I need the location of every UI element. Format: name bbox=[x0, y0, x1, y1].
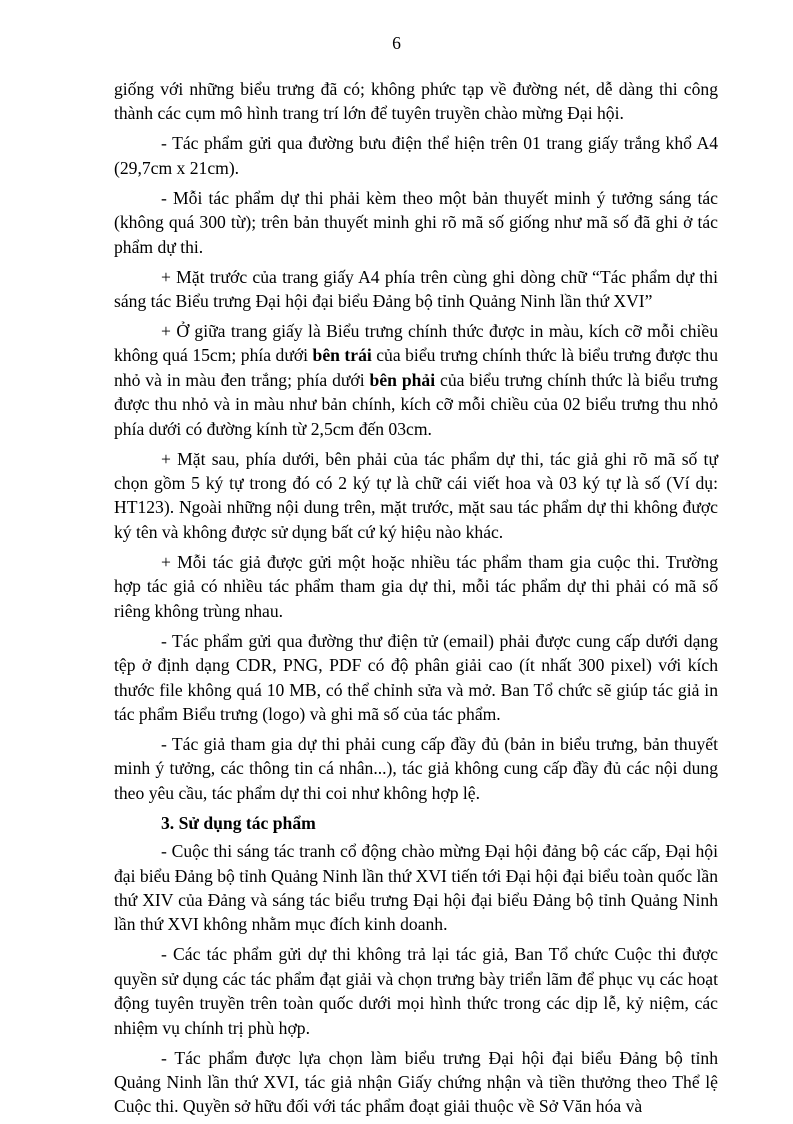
bold-right-text: bên phải bbox=[369, 369, 436, 390]
paragraph-logo-placement bbox=[114, 319, 718, 441]
paragraph-continuation: giống với những biểu trưng đã có; không phức tạp về đường nét, dễ dàng thi công thành các cụm mô hình trang trí lớn để tuyên truyền chào mừng Đại hội. bbox=[114, 79, 718, 124]
page-number: 6 bbox=[392, 33, 401, 53]
text-segment: + Ở giữa trang giấy là Biểu trưng chính thức được in màu, kích cỡ mỗi chiều không quá 15cm; phía dưới bbox=[114, 321, 718, 366]
paragraph-email-submission: - Tác phẩm gửi qua đường thư điện tử (email) phải được cung cấp dưới dạng tệp ở định dạng CDR, PNG, PDF có độ phân giải cao (ít nhất 300 pixel) với kích thước file không quá 10 MB, có thể chỉnh sửa và mở. Ban Tổ chức sẽ giúp tác giả in tác phẩm Biểu trưng (logo) và ghi mã số của tác phẩm. bbox=[114, 630, 718, 724]
paragraph-front-side-header: + Mặt trước của trang giấy A4 phía trên cùng ghi dòng chữ “Tác phẩm dự thi sáng tác Biểu trưng Đại hội đại biểu Đảng bộ tỉnh Quảng Ninh lần thứ XVI” bbox=[114, 266, 718, 312]
section-heading: 3. Sử dụng tác phẩm bbox=[161, 812, 316, 833]
paragraph-completeness: - Tác giả tham gia dự thi phải cung cấp đầy đủ (bản in biểu trưng, bản thuyết minh ý tưởng, các thông tin cá nhân...), tác giả không cung cấp đầy đủ các nội dung theo yêu cầu, tác phẩm dự thi coi như không hợp lệ. bbox=[114, 733, 718, 803]
paragraph-non-commercial: - Cuộc thi sáng tác tranh cổ động chào mừng Đại hội đảng bộ các cấp, Đại hội đại biểu Đảng bộ tỉnh Quảng Ninh lần thứ XVI tiến tới Đại hội đại biểu toàn quốc lần thứ XIV của Đảng và sáng tác biểu trưng Đại hội đại biểu Đảng bộ tỉnh Quảng Ninh lần thứ XVI không nhằm mục đích kinh doanh. bbox=[114, 841, 718, 935]
text-segment: của biểu trưng chính thức là biểu trưng được thu nhỏ và in màu đen trắng; phía dưới bbox=[114, 345, 718, 390]
document-body bbox=[114, 77, 718, 1124]
paragraph-back-side-code: + Mặt sau, phía dưới, bên phải của tác phẩm dự thi, tác giả ghi rõ mã số tự chọn gồm 5 ký tự trong đó có 2 ký tự là chữ cái viết hoa và 03 ký tự là số (Ví dụ: HT123). Ngoài những nội dung trên, mặt trước, mặt sau tác phẩm dự thi không được ký tên và không được sử dụng bất cứ ký hiệu nào khác. bbox=[114, 448, 718, 542]
bold-left-text: bên trái bbox=[312, 345, 372, 366]
paragraph-explanation-requirement: - Mỗi tác phẩm dự thi phải kèm theo một bản thuyết minh ý tưởng sáng tác (không quá 300 từ); trên bản thuyết minh ghi rõ mã số giống như mã số đã ghi ở tác phẩm dự thi. bbox=[114, 187, 718, 257]
paragraph-postal-submission: - Tác phẩm gửi qua đường bưu điện thể hiện trên 01 trang giấy trắng khổ A4 (29,7cm x 21cm). bbox=[114, 133, 718, 178]
paragraph-selected-work: - Tác phẩm được lựa chọn làm biểu trưng Đại hội đại biểu Đảng bộ tỉnh Quảng Ninh lần thứ XVI, tác giả nhận Giấy chứng nhận và tiền thưởng theo Thể lệ Cuộc thi. Quyền sở hữu đối với tác phẩm đoạt giải thuộc về Sở Văn hóa và bbox=[114, 1047, 718, 1117]
text-segment: của biểu trưng chính thức là biểu trưng được thu nhỏ và in màu như bản chính, kích cỡ mỗi chiều của 02 biểu trưng thu nhỏ phía dưới có đường kính từ 2,5cm đến 03cm. bbox=[114, 369, 718, 439]
paragraph-multiple-entries: + Mỗi tác giả được gửi một hoặc nhiều tác phẩm tham gia cuộc thi. Trường hợp tác giả có nhiều tác phẩm tham gia dự thi, mỗi tác phẩm dự thi phải có mã số riêng không trùng nhau. bbox=[114, 551, 718, 621]
paragraph-usage-rights: - Các tác phẩm gửi dự thi không trả lại tác giả, Ban Tổ chức Cuộc thi được quyền sử dụng các tác phẩm đạt giải và chọn trưng bày triển lãm để phục vụ các hoạt động tuyên truyền trên toàn quốc dưới mọi hình thức trong các dịp lễ, kỷ niệm, các nhiệm vụ chính trị phù hợp. bbox=[114, 944, 718, 1038]
